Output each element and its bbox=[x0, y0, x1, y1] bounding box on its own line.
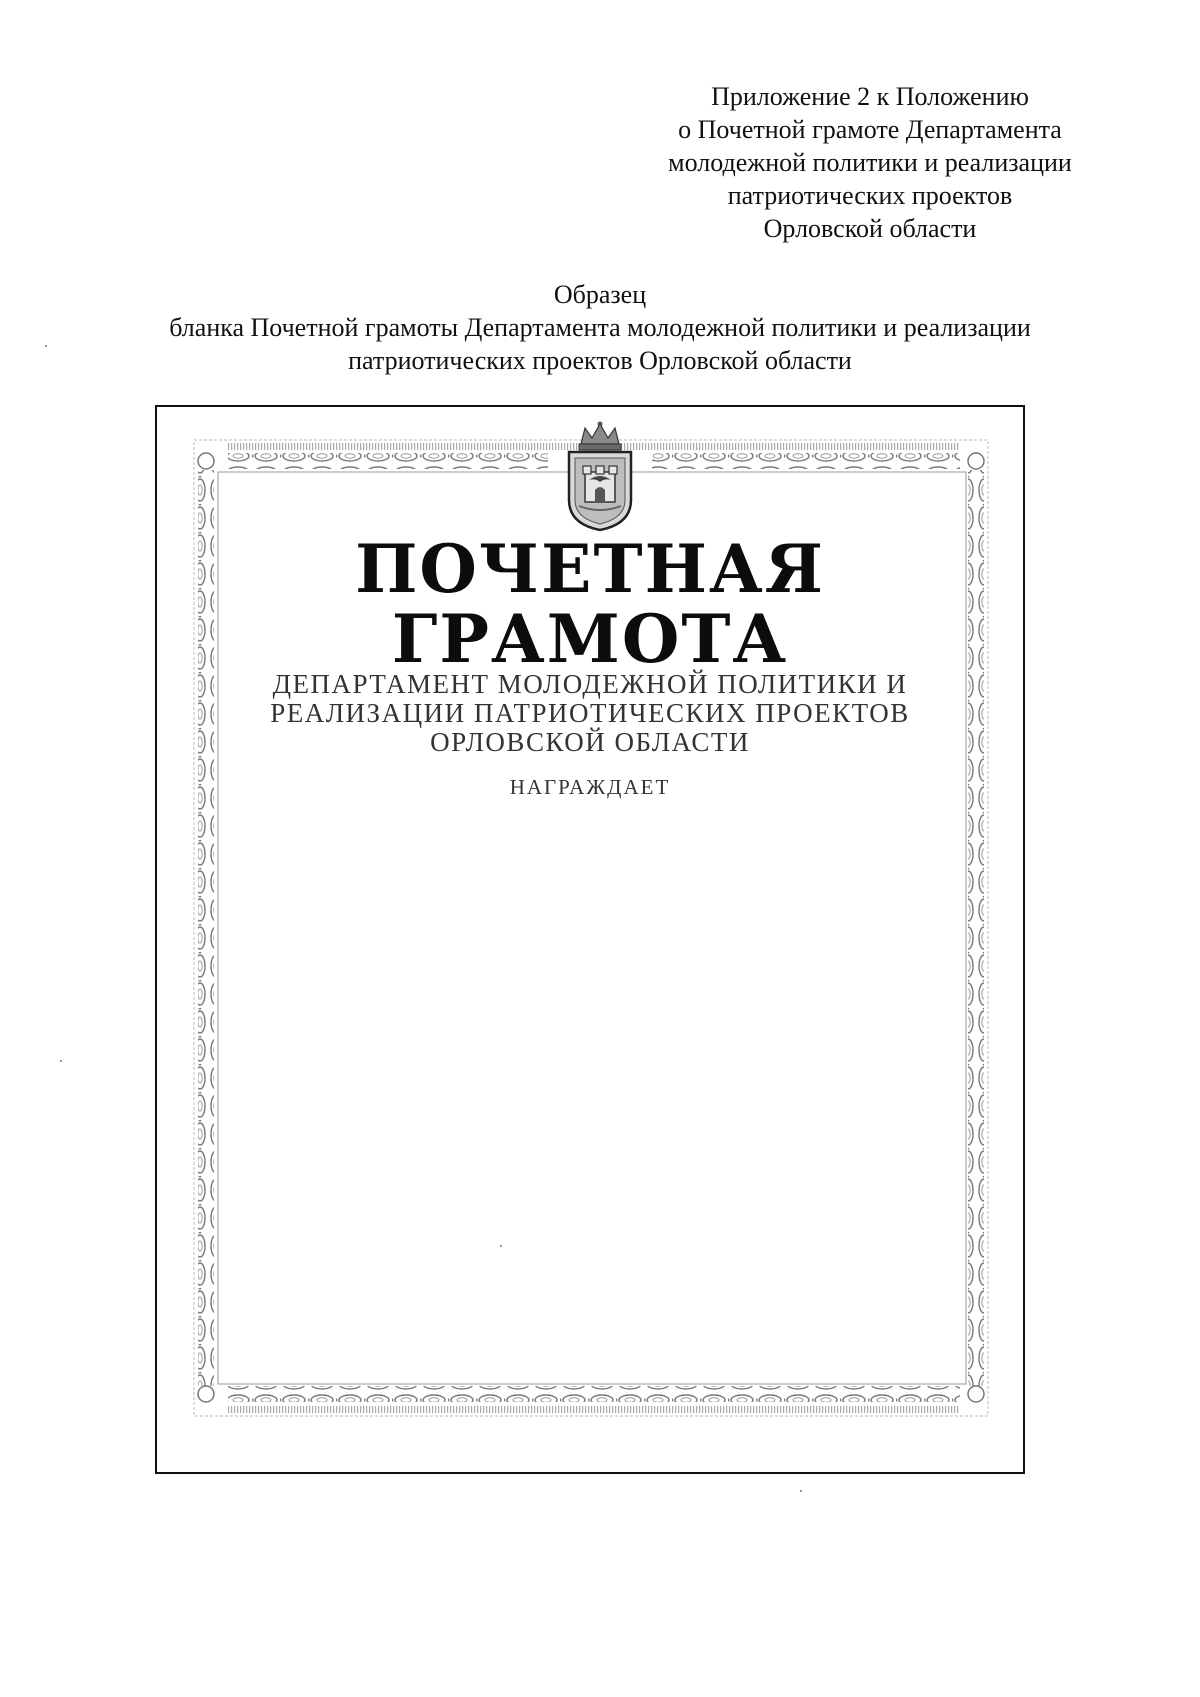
scan-speck bbox=[800, 1490, 802, 1492]
border-corner bbox=[198, 453, 214, 469]
certificate-title-line2: ГРАМОТА bbox=[391, 600, 789, 678]
scan-speck bbox=[500, 1245, 502, 1247]
border-corner bbox=[968, 1386, 984, 1402]
department-line: РЕАЛИЗАЦИИ ПАТРИОТИЧЕСКИХ ПРОЕКТОВ bbox=[270, 698, 910, 728]
sample-caption-line: патриотических проектов Орловской области bbox=[348, 346, 852, 375]
scan-speck bbox=[60, 1060, 62, 1062]
border-band-bottom bbox=[228, 1406, 960, 1413]
annex-line: молодежной политики и реализации bbox=[668, 148, 1072, 177]
certificate-title-line1: ПОЧЕТНАЯ bbox=[355, 530, 825, 608]
awards-label: НАГРАЖДАЕТ bbox=[509, 775, 671, 799]
border-corner bbox=[198, 1386, 214, 1402]
sample-caption-line: Образец bbox=[553, 280, 647, 309]
annex-line: Приложение 2 к Положению bbox=[711, 82, 1029, 111]
department-line: ОРЛОВСКОЙ ОБЛАСТИ bbox=[430, 727, 750, 757]
scan-speck bbox=[45, 345, 47, 347]
annex-line: Орловской области bbox=[763, 214, 977, 243]
border-chain-top-right bbox=[652, 453, 960, 469]
department-name bbox=[155, 670, 1025, 757]
sample-caption-line: бланка Почетной грамоты Департамента молодежной политики и реализации bbox=[169, 313, 1031, 342]
border-chain-bottom bbox=[228, 1386, 960, 1402]
annex-line: о Почетной грамоте Департамента bbox=[678, 115, 1062, 144]
coat-of-arms-icon bbox=[559, 420, 641, 532]
border-corner bbox=[968, 453, 984, 469]
border-chain-top-left bbox=[228, 453, 548, 469]
department-line: ДЕПАРТАМЕНТ МОЛОДЕЖНОЙ ПОЛИТИКИ И bbox=[272, 669, 908, 699]
annex-line: патриотических проектов bbox=[727, 181, 1013, 210]
